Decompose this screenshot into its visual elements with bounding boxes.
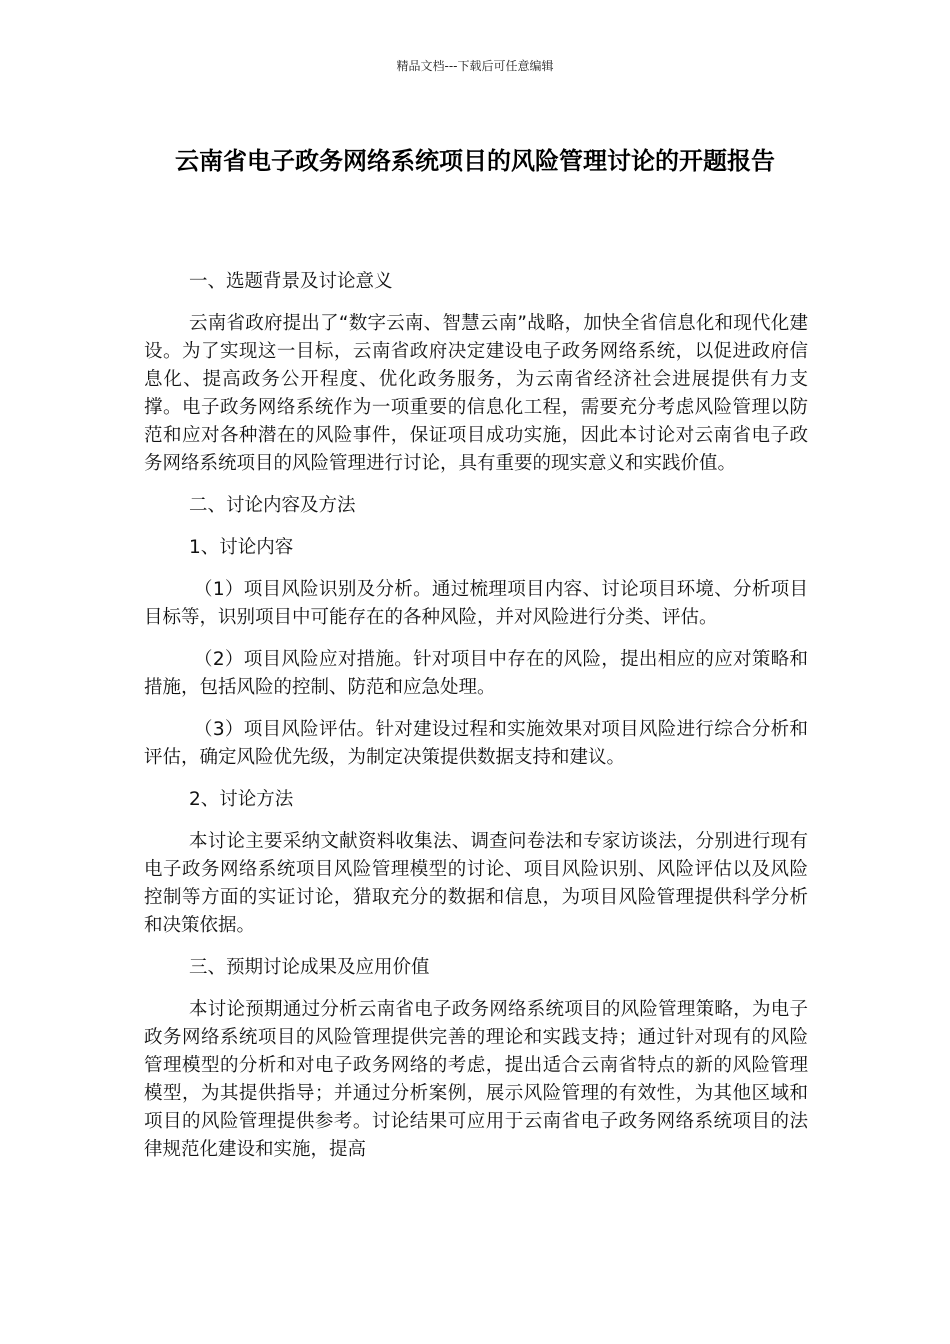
list-item-risk-evaluation: （3）项目风险评估。针对建设过程和实施效果对项目风险进行综合分析和评估，确定风险优先级，为制定决策提供数据支持和建议。 bbox=[144, 719, 808, 768]
paragraph-background: 云南省政府提出了“数字云南、智慧云南”战略，加快全省信息化和现代化建设。为了实现这一目标，云南省政府决定建设电子政务网络系统，以促进政府信息化、提高政务公开程度、优化政务服务，为云南省经济社会进展提供有力支撑。电子政务网络系统作为一项重要的信息化工程，需要充分考虑风险管理以防范和应对各种潜在的风险事件，保证项目成功实施，因此本讨论对云南省电子政务网络系统项目的风险管理进行讨论，具有重要的现实意义和实践价值。 bbox=[144, 313, 808, 474]
subheading-content: 1、讨论内容 bbox=[189, 537, 294, 558]
document-body bbox=[144, 268, 808, 1178]
list-item-risk-response: （2）项目风险应对措施。针对项目中存在的风险，提出相应的应对策略和措施，包括风险的控制、防范和应急处理。 bbox=[144, 649, 808, 698]
document-title: 云南省电子政务网络系统项目的风险管理讨论的开题报告 bbox=[175, 147, 775, 175]
header-note: 精品文档---下载后可任意编辑 bbox=[396, 59, 554, 73]
section-heading-background: 一、选题背景及讨论意义 bbox=[189, 271, 393, 292]
paragraph-expected-results: 本讨论预期通过分析云南省电子政务网络系统项目的风险管理策略，为电子政务网络系统项目的风险管理提供完善的理论和实践支持；通过针对现有的风险管理模型的分析和对电子政务网络的考虑，提出适合云南省特点的新的风险管理模型，为其提供指导；并通过分析案例，展示风险管理的有效性，为其他区域和项目的风险管理提供参考。讨论结果可应用于云南省电子政务网络系统项目的法律规范化建设和实施，提高 bbox=[144, 999, 808, 1160]
section-heading-content-method: 二、讨论内容及方法 bbox=[189, 495, 356, 516]
list-item-risk-identification: （1）项目风险识别及分析。通过梳理项目内容、讨论项目环境、分析项目目标等，识别项目中可能存在的各种风险，并对风险进行分类、评估。 bbox=[144, 579, 808, 628]
paragraph-method: 本讨论主要采纳文献资料收集法、调查问卷法和专家访谈法，分别进行现有电子政务网络系统项目风险管理模型的讨论、项目风险识别、风险评估以及风险控制等方面的实证讨论，猎取充分的数据和信息，为项目风险管理提供科学分析和决策依据。 bbox=[144, 831, 808, 936]
subheading-method: 2、讨论方法 bbox=[189, 789, 294, 810]
section-heading-expected-results: 三、预期讨论成果及应用价值 bbox=[189, 957, 430, 978]
